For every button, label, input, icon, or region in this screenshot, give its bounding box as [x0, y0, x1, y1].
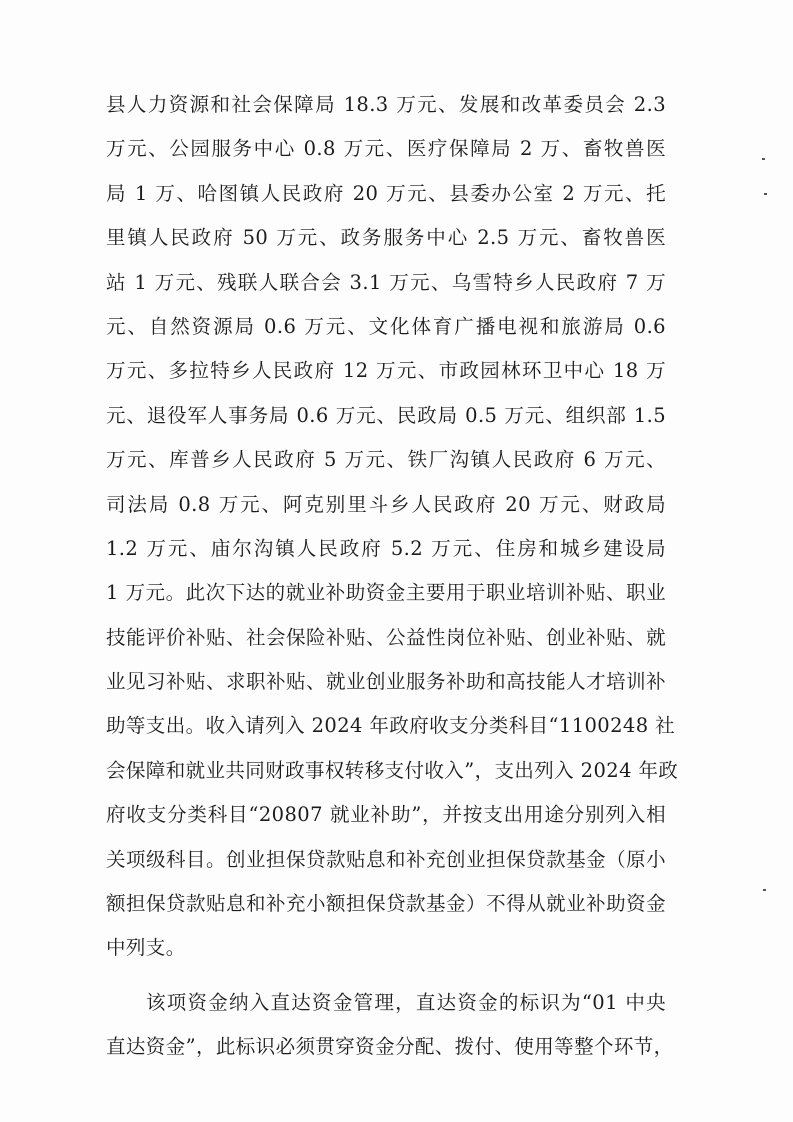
text-line: 万元、公园服务中心 0.8 万元、医疗保障局 2 万、畜牧兽医	[106, 137, 666, 161]
text-line: 该项资金纳入直达资金管理，直达资金的标识为“01 中央	[146, 990, 666, 1014]
text-line: 万元、多拉特乡人民政府 12 万元、市政园林环卫中心 18 万	[106, 359, 666, 383]
body-text	[106, 83, 679, 1070]
text-line: 县人力资源和社会保障局 18.3 万元、发展和改革委员会 2.3	[106, 93, 666, 116]
text-line: 技能评价补贴、社会保险补贴、公益性岗位补贴、创业补贴、就	[106, 625, 666, 649]
text-line: 局 1 万、哈图镇人民政府 20 万元、县委办公室 2 万元、托	[106, 181, 666, 205]
paragraph-direct-funds	[106, 981, 674, 1070]
text-line: 关项级科目。创业担保贷款贴息和补充创业担保贷款基金（原小	[106, 847, 666, 871]
text-line: 直达资金”，此标识必须贯穿资金分配、拨付、使用等整个环节，	[106, 1035, 674, 1059]
text-line: 元、自然资源局 0.6 万元、文化体育广播电视和旅游局 0.6	[106, 314, 666, 338]
text-line: 中列支。	[106, 936, 186, 960]
scan-mark	[763, 889, 766, 891]
scan-mark	[762, 158, 765, 160]
text-line: 府收支分类科目“20807 就业补助”，并按支出用途分别列入相	[106, 803, 666, 827]
text-line: 额担保贷款贴息和补充小额担保贷款基金）不得从就业补助资金	[106, 892, 666, 916]
paragraph-allocation-list	[106, 83, 679, 971]
text-line: 元、退役军人事务局 0.6 万元、民政局 0.5 万元、组织部 1.5	[106, 403, 666, 427]
text-line: 万元、库普乡人民政府 5 万元、铁厂沟镇人民政府 6 万元、	[106, 448, 666, 472]
scan-mark	[764, 193, 767, 195]
text-line: 站 1 万元、残联人联合会 3.1 万元、乌雪特乡人民政府 7 万	[106, 270, 666, 294]
text-line: 1 万元。此次下达的就业补助资金主要用于职业培训补贴、职业	[106, 581, 666, 605]
text-line: 业见习补贴、求职补贴、就业创业服务补助和高技能人才培训补	[106, 670, 666, 694]
text-line: 助等支出。收入请列入 2024 年政府收支分类科目“1100248 社	[106, 714, 676, 738]
text-line: 会保障和就业共同财政事权转移支付收入”，支出列入 2024 年政	[106, 758, 679, 782]
text-line: 司法局 0.8 万元、阿克别里斗乡人民政府 20 万元、财政局	[106, 492, 666, 516]
text-line: 1.2 万元、庙尔沟镇人民政府 5.2 万元、住房和城乡建设局	[106, 536, 666, 560]
text-line: 里镇人民政府 50 万元、政务服务中心 2.5 万元、畜牧兽医	[106, 226, 666, 250]
